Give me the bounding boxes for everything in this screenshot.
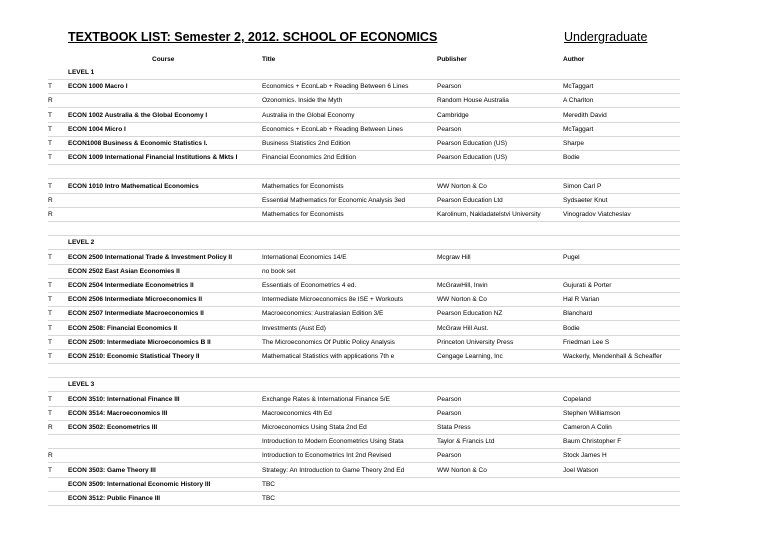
title-cell: Investments (Aust Ed) <box>262 324 326 332</box>
publisher-cell: Pearson Education Ltd <box>437 196 503 204</box>
title-cell: Strategy: An Introduction to Game Theory 2nd Ed <box>262 466 405 474</box>
table-row <box>48 151 680 165</box>
table-row <box>48 393 680 407</box>
author-cell: Bodie <box>563 324 580 332</box>
title-cell: Essentials of Econometrics 4 ed. <box>262 282 357 289</box>
title-cell: Economics + EconLab + Reading Between Lines <box>262 125 403 133</box>
course-cell: ECON1008 Business & Economic Statistics I. <box>68 140 208 147</box>
title-cell: Macroeconomics 4th Ed <box>262 409 332 417</box>
table-row <box>48 265 680 279</box>
author-cell: Joel Watson <box>563 466 599 474</box>
title-cell: Macroeconomics: Australasian Edition 3/E <box>262 310 384 318</box>
publisher-cell: WW Norton & Co <box>437 182 487 190</box>
table-row <box>48 293 680 307</box>
publisher-cell: Pearson <box>437 452 462 460</box>
table-row <box>48 421 680 435</box>
publisher-cell: Pearson Education NZ <box>437 310 503 318</box>
table-row <box>48 109 680 123</box>
author-cell: Cameron A Colin <box>563 424 612 431</box>
table-row <box>48 350 680 364</box>
publisher-cell: WW Norton & Co <box>437 296 487 304</box>
publisher-cell: McGraw Hill Aust. <box>437 324 489 332</box>
flag-cell: T <box>48 296 52 304</box>
course-cell: ECON 3503: Game Theory III <box>68 466 156 474</box>
table-row <box>48 208 680 222</box>
title-cell: Exchange Rates & International Finance 5/E <box>262 395 390 403</box>
publisher-cell: Pearson Education (US) <box>437 140 508 147</box>
title-cell: Microeconomics Using Stata 2nd Ed <box>262 424 367 431</box>
table-row <box>48 407 680 421</box>
level-heading: LEVEL 3 <box>68 381 95 389</box>
author-cell: Blanchard <box>563 310 593 318</box>
publisher-cell: Pearson <box>437 409 462 417</box>
column-header-publisher: Publisher <box>437 56 467 63</box>
flag-cell: T <box>48 324 52 332</box>
spacer-row <box>48 222 680 236</box>
course-cell: ECON 2502 East Asian Economies II <box>68 267 180 275</box>
level-heading-row <box>48 378 680 392</box>
title-cell: Ozonomics. Inside the Myth <box>262 97 343 105</box>
course-cell: ECON 1009 International Financial Institutions & Mkts I <box>68 154 238 162</box>
table-row <box>48 180 680 194</box>
flag-cell: R <box>48 211 53 218</box>
flag-cell: T <box>48 253 52 261</box>
title-cell: Introduction to Econometrics Int 2nd Revised <box>262 452 392 460</box>
table-row <box>48 307 680 321</box>
document-title: TEXTBOOK LIST: Semester 2, 2012. SCHOOL OF ECONOMICS <box>68 30 438 44</box>
column-header-course: Course <box>152 56 175 63</box>
flag-cell: T <box>48 154 52 162</box>
title-cell: Mathematics for Economists <box>262 211 344 218</box>
course-cell: ECON 3514: Macroeconomics III <box>68 409 168 417</box>
flag-cell: T <box>48 409 52 417</box>
author-cell: Stephen Williamson <box>563 409 621 417</box>
level-heading-row <box>48 236 680 250</box>
flag-cell: T <box>48 310 52 318</box>
course-cell: ECON 2508: Financial Economics II <box>68 324 178 332</box>
course-cell: ECON 1004 Micro I <box>68 125 126 133</box>
title-cell: International Economics 14/E <box>262 253 347 261</box>
publisher-cell: Random House Australia <box>437 97 509 105</box>
column-header-author: Author <box>563 56 585 63</box>
author-cell: Hal R Varian <box>563 296 600 304</box>
table-row <box>48 449 680 463</box>
author-cell: Sydsaeter Knut <box>563 196 608 204</box>
course-cell: ECON 2506 Intermediate Microeconomics II <box>68 296 203 304</box>
title-cell: Economics + EconLab + Reading Between 6 Lines <box>262 83 409 91</box>
publisher-cell: Taylor & Francis Ltd <box>437 438 495 446</box>
author-cell: Gujurati & Porter <box>563 282 612 289</box>
table-row <box>48 137 680 151</box>
table-row <box>48 194 680 208</box>
title-cell: TBC <box>262 495 275 502</box>
course-cell: ECON 2509: Intermediate Microeconomics B II <box>68 338 211 346</box>
author-cell: Friedman Lee S <box>563 338 610 346</box>
flag-cell: R <box>48 452 53 460</box>
course-cell: ECON 3510: International Finance III <box>68 395 180 403</box>
column-header-title: Title <box>262 56 276 63</box>
flag-cell: T <box>48 125 52 133</box>
table-row <box>48 251 680 265</box>
publisher-cell: Karolinum, Nakladatelstvi University <box>437 211 541 218</box>
flag-cell: T <box>48 282 52 289</box>
publisher-cell: Pearson <box>437 83 462 91</box>
flag-cell: R <box>48 196 53 204</box>
flag-cell: T <box>48 466 52 474</box>
course-cell: ECON 1010 Intro Mathematical Economics <box>68 182 199 190</box>
spacer-row <box>48 165 680 179</box>
table-row <box>48 435 680 449</box>
author-cell: Meredith David <box>563 111 607 119</box>
course-cell: ECON 1000 Macro I <box>68 83 128 91</box>
flag-cell: T <box>48 395 52 403</box>
title-cell: no book set <box>262 267 296 275</box>
title-cell: Financial Economics 2nd Edition <box>262 154 356 162</box>
author-cell: Simon Carl P <box>563 182 602 190</box>
title-cell: Australia in the Global Economy <box>262 111 355 119</box>
spacer-row <box>48 364 680 378</box>
level-heading-row <box>48 66 680 80</box>
flag-cell: T <box>48 353 52 360</box>
title-cell: TBC <box>262 480 275 488</box>
course-cell: ECON 3512: Public Finance III <box>68 495 161 502</box>
publisher-cell: Cengage Learning, Inc <box>437 353 503 360</box>
flag-cell: T <box>48 83 52 91</box>
author-cell: Wackerly, Mendenhall & Scheaffer <box>563 353 662 360</box>
publisher-cell: Pearson Education (US) <box>437 154 508 162</box>
title-cell: Intermediate Microeconomics 8e ISE + Workouts <box>262 296 403 304</box>
flag-cell: T <box>48 111 52 119</box>
author-cell: McTaggart <box>563 125 594 133</box>
table-row <box>48 492 680 506</box>
flag-cell: T <box>48 182 52 190</box>
course-cell: ECON 2510: Economic Statistical Theory II <box>68 353 200 360</box>
table-row <box>48 464 680 478</box>
publisher-cell: Cambridge <box>437 111 469 119</box>
table-row <box>48 336 680 350</box>
author-cell: Stock James H <box>563 452 607 460</box>
title-cell: Business Statistics 2nd Edition <box>262 140 351 147</box>
course-cell: ECON 3509: International Economic History III <box>68 480 211 488</box>
flag-cell: R <box>48 424 53 431</box>
title-cell: Mathematical Statistics with applications 7th e <box>262 353 395 360</box>
level-heading: LEVEL 2 <box>68 239 95 247</box>
publisher-cell: Princeton University Press <box>437 338 514 346</box>
table-row <box>48 279 680 293</box>
table-row <box>48 322 680 336</box>
course-cell: ECON 2504 Intermediate Econometrics II <box>68 282 194 289</box>
author-cell: A Charlton <box>563 97 594 105</box>
author-cell: Vinogradov Viatcheslav <box>563 211 631 218</box>
title-cell: The Microeconomics Of Public Policy Analysis <box>262 338 395 346</box>
flag-cell: R <box>48 97 53 105</box>
publisher-cell: Stata Press <box>437 424 471 431</box>
document-category: Undergraduate <box>564 30 648 44</box>
course-cell: ECON 2507 Intermediate Macroeconomics II <box>68 310 204 318</box>
course-cell: ECON 1002 Australia & the Global Economy I <box>68 111 208 119</box>
level-heading: LEVEL 1 <box>68 69 95 76</box>
publisher-cell: Pearson <box>437 125 462 133</box>
table-row <box>48 478 680 492</box>
title-cell: Essential Mathematics for Economic Analysis 3ed <box>262 196 406 204</box>
author-cell: Pugel <box>563 253 580 261</box>
author-cell: McTaggart <box>563 83 594 91</box>
publisher-cell: Pearson <box>437 395 462 403</box>
author-cell: Baum Christopher F <box>563 438 622 446</box>
course-cell: ECON 3502: Econometrics III <box>68 424 158 431</box>
publisher-cell: WW Norton & Co <box>437 466 487 474</box>
title-cell: Mathematics for Economists <box>262 182 344 190</box>
flag-cell: T <box>48 338 52 346</box>
publisher-cell: McGrawHill, Irwin <box>437 282 488 289</box>
publisher-cell: Mcgraw Hill <box>437 253 471 261</box>
author-cell: Copeland <box>563 395 591 403</box>
flag-cell: T <box>48 140 52 147</box>
table-row <box>48 94 680 108</box>
course-cell: ECON 2500 International Trade & Investment Policy II <box>68 253 232 261</box>
title-cell: Introduction to Modern Econometrics Using Stata <box>262 438 404 446</box>
table-row <box>48 123 680 137</box>
table-row <box>48 80 680 94</box>
author-cell: Sharpe <box>563 140 584 147</box>
author-cell: Bodie <box>563 154 580 162</box>
